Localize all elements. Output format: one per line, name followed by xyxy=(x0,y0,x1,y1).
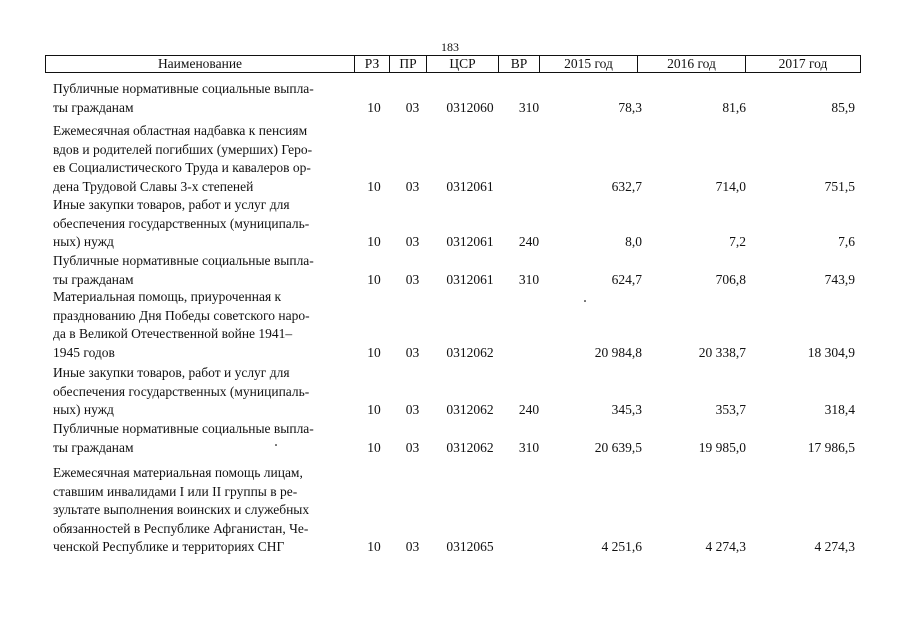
scan-speck xyxy=(584,300,586,302)
row-name: Ежемесячная материальная помощь лицам, ставшим инвалидами I или II группы в ре- зультате выполнения воинских и служебных обязанностей в Республике Афганистан, Че- ченской Республике и территориях СНГ xyxy=(53,465,310,555)
row-rz: 10 xyxy=(367,178,381,194)
row-2017: 743,9 xyxy=(824,271,855,287)
row-2017: 7,6 xyxy=(838,234,855,250)
row-2016: 81,6 xyxy=(722,99,746,115)
row-pr: 03 xyxy=(405,99,420,115)
row-2017: 18 304,9 xyxy=(807,344,855,360)
row-2016: 19 985,0 xyxy=(698,439,746,455)
row-pr: 03 xyxy=(405,402,420,418)
row-2015: 345,3 xyxy=(611,402,642,418)
row-vr: 310 xyxy=(518,271,540,287)
header-name: Наименование xyxy=(46,56,355,72)
page-number: 183 xyxy=(441,40,459,54)
row-vr: 240 xyxy=(518,234,540,250)
row-name: Публичные нормативные социальные выпла- ты гражданам xyxy=(53,81,314,115)
row-2017: 4 274,3 xyxy=(814,539,855,555)
row-2015: 4 251,6 xyxy=(601,539,642,555)
header-2016: 2016 год xyxy=(638,56,746,72)
row-2016: 353,7 xyxy=(715,402,746,418)
row-pr: 03 xyxy=(405,539,420,555)
row-2015: 624,7 xyxy=(611,271,642,287)
row-rz: 10 xyxy=(367,402,381,418)
row-2016: 7,2 xyxy=(729,234,746,250)
row-rz: 10 xyxy=(367,539,381,555)
row-2016: 714,0 xyxy=(715,178,746,194)
row-csr: 0312062 xyxy=(446,439,494,455)
row-rz: 10 xyxy=(367,271,381,287)
row-2017: 17 986,5 xyxy=(807,439,855,455)
row-2017: 318,4 xyxy=(824,402,855,418)
row-pr: 03 xyxy=(405,439,420,455)
row-csr: 0312062 xyxy=(446,344,494,360)
row-name: Ежемесячная областная надбавка к пенсиям вдов и родителей погибших (умерших) Геро- ев Социалистического Труда и кавалеров ор- дена Трудовой Славы 3-х степеней xyxy=(53,123,313,194)
row-2016: 20 338,7 xyxy=(698,344,746,360)
row-rz: 10 xyxy=(367,439,381,455)
row-name: Публичные нормативные социальные выпла- ты гражданам xyxy=(53,421,314,455)
header-vr: ВР xyxy=(499,56,540,72)
row-csr: 0312062 xyxy=(446,402,494,418)
row-name: Иные закупки товаров, работ и услуг для обеспечения государственных (муниципаль- ных) нужд xyxy=(53,365,310,418)
header-csr: ЦСР xyxy=(427,56,499,72)
row-2016: 4 274,3 xyxy=(705,539,746,555)
row-2015: 20 984,8 xyxy=(594,344,642,360)
row-name: Материальная помощь, приуроченная к празднованию Дня Победы советского наро- да в Великой Отечественной войне 1941– 1945 годов xyxy=(53,289,310,360)
scan-speck xyxy=(275,444,277,446)
row-rz: 10 xyxy=(367,234,381,250)
table-header xyxy=(45,55,861,73)
row-csr: 0312061 xyxy=(446,271,494,287)
row-pr: 03 xyxy=(405,178,420,194)
row-csr: 0312065 xyxy=(446,539,494,555)
header-2017: 2017 год xyxy=(778,56,828,71)
row-name: Публичные нормативные социальные выпла- ты гражданам xyxy=(53,253,314,287)
row-2017: 85,9 xyxy=(831,99,855,115)
row-2015: 20 639,5 xyxy=(594,439,642,455)
row-vr: 310 xyxy=(518,439,540,455)
header-pr: ПР xyxy=(390,56,427,72)
row-pr: 03 xyxy=(405,344,420,360)
row-pr: 03 xyxy=(405,271,420,287)
row-2015: 632,7 xyxy=(611,178,642,194)
row-pr: 03 xyxy=(405,234,420,250)
row-csr: 0312061 xyxy=(446,234,494,250)
row-csr: 0312061 xyxy=(446,178,494,194)
row-rz: 10 xyxy=(367,344,381,360)
row-vr: 310 xyxy=(518,99,540,115)
row-2017: 751,5 xyxy=(824,178,855,194)
header-2015: 2015 год xyxy=(540,56,638,72)
row-2015: 78,3 xyxy=(618,99,642,115)
row-name: Иные закупки товаров, работ и услуг для обеспечения государственных (муниципаль- ных) нужд xyxy=(53,197,310,250)
row-2016: 706,8 xyxy=(715,271,746,287)
row-csr: 0312060 xyxy=(446,99,494,115)
row-vr: 240 xyxy=(518,402,540,418)
header-rz: РЗ xyxy=(355,56,390,72)
row-2015: 8,0 xyxy=(625,234,642,250)
row-rz: 10 xyxy=(367,99,381,115)
